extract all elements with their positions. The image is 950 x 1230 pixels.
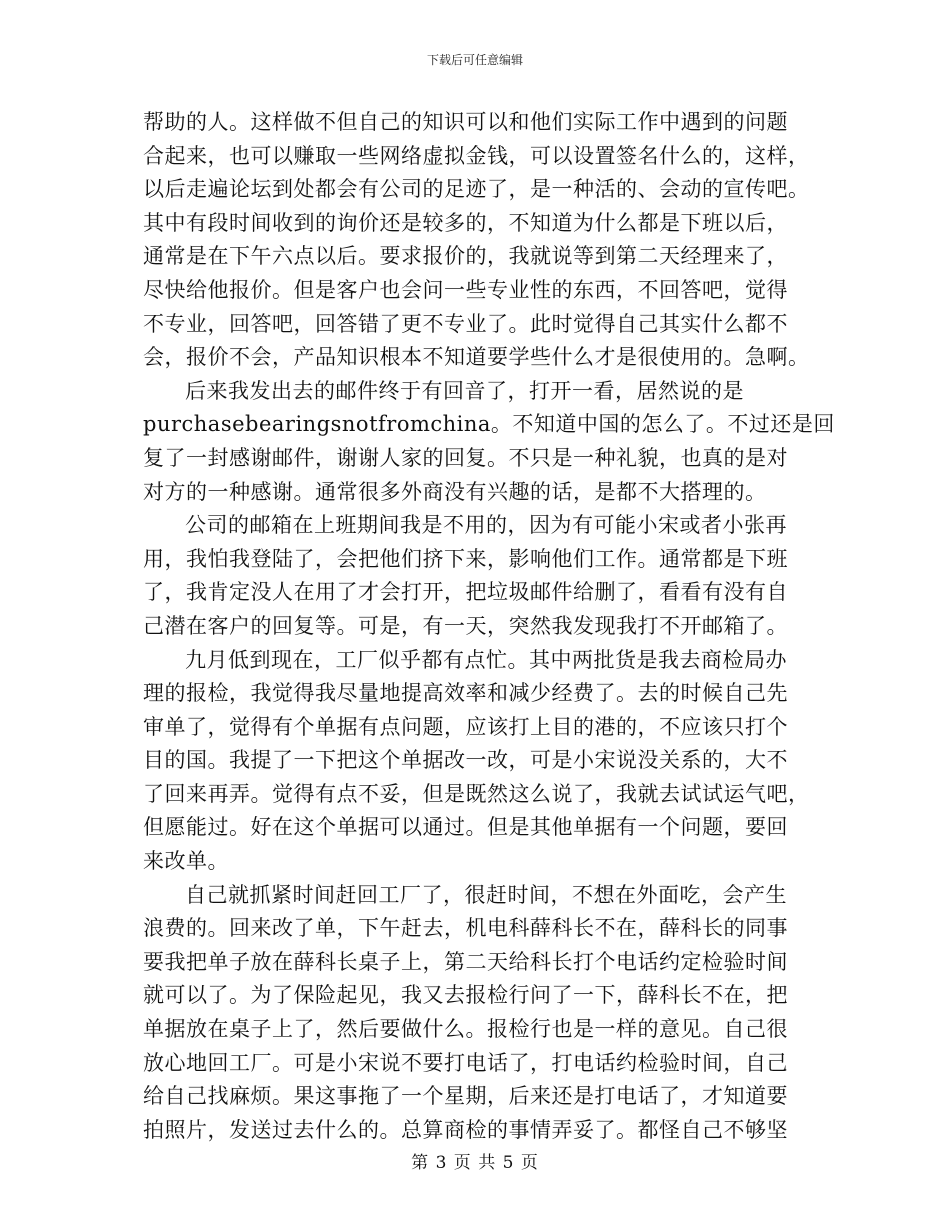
text-line: 对方的一种感谢。通常很多外商没有兴趣的话，是都不大搭理的。 xyxy=(143,479,767,504)
text-line: 拍照片，发送过去什么的。总算商检的事情弄妥了。都怪自己不够坚 xyxy=(143,1117,788,1142)
text-line: 了回来再弄。觉得有点不妥，但是既然这么说了，我就去试试运气吧， xyxy=(143,781,810,806)
text-line: 用，我怕我登陆了，会把他们挤下来，影响他们工作。通常都是下班 xyxy=(143,546,788,571)
text-line: 后来我发出去的邮件终于有回音了，打开一看，居然说的是 xyxy=(185,378,744,403)
text-line: 给自己找麻烦。果这事拖了一个星期，后来还是打电话了，才知道要 xyxy=(143,1084,788,1109)
text-line: 九月低到现在，工厂似乎都有点忙。其中两批货是我去商检局办 xyxy=(185,647,787,672)
text-line: 来改单。 xyxy=(143,849,229,874)
text-line: 尽快给他报价。但是客户也会问一些专业性的东西，不回答吧，觉得 xyxy=(143,277,788,302)
text-line: 通常是在下午六点以后。要求报价的，我就说等到第二天经理来了， xyxy=(143,244,788,269)
text-line: 目的国。我提了一下把这个单据改一改，可是小宋说没关系的，大不 xyxy=(143,748,788,773)
text-line: 放心地回工厂。可是小宋说不要打电话了，打电话约检验时间，自己 xyxy=(143,1050,788,1075)
text-line: 理的报检，我觉得我尽量地提高效率和减少经费了。去的时候自己先 xyxy=(143,681,788,706)
text-line: 但愿能过。好在这个单据可以通过。但是其他单据有一个问题，要回 xyxy=(143,815,788,840)
text-line: 会，报价不会，产品知识根本不知道要学些什么才是很使用的。急啊。 xyxy=(143,345,810,370)
text-line: 其中有段时间收到的询价还是较多的，不知道为什么都是下班以后， xyxy=(143,210,788,235)
document-body xyxy=(143,106,835,1147)
page-number-footer: 第 3 页 共 5 页 xyxy=(411,1153,539,1173)
text-line: 帮助的人。这样做不但自己的知识可以和他们实际工作中遇到的问题 xyxy=(143,110,788,134)
text-line: 审单了，觉得有个单据有点问题，应该打上目的港的，不应该只打个 xyxy=(143,714,788,739)
page-header: 下载后可任意编辑 xyxy=(426,53,523,67)
text-line: 自己就抓紧时间赶回工厂了，很赶时间，不想在外面吃，会产生 xyxy=(185,882,787,907)
text-line: 要我把单子放在薛科长桌子上，第二天给科长打个电话约定检验时间 xyxy=(143,949,788,974)
text-line: 己潜在客户的回复等。可是，有一天，突然我发现我打不开邮箱了。 xyxy=(143,613,788,638)
text-line: 复了一封感谢邮件，谢谢人家的回复。不只是一种礼貌，也真的是对 xyxy=(143,445,788,470)
text-line: 公司的邮箱在上班期间我是不用的，因为有可能小宋或者小张再 xyxy=(185,513,787,538)
text-line: 单据放在桌子上了，然后要做什么。报检行也是一样的意见。自己很 xyxy=(143,1017,788,1042)
text-line: 合起来，也可以赚取一些网络虚拟金钱，可以设置签名什么的，这样， xyxy=(143,143,810,168)
text-line: 了，我肯定没人在用了才会打开，把垃圾邮件给删了，看看有没有自 xyxy=(143,580,788,605)
text-line: 浪费的。回来改了单，下午赶去，机电科薛科长不在，薛科长的同事 xyxy=(143,916,788,941)
text-line: purchasebearingsnotfromchina。不知道中国的怎么了。不过还是回 xyxy=(143,412,835,437)
text-line: 不专业，回答吧，回答错了更不专业了。此时觉得自己其实什么都不 xyxy=(143,311,788,336)
text-line: 以后走遍论坛到处都会有公司的足迹了，是一种活的、会动的宣传吧。 xyxy=(143,177,810,202)
text-line: 就可以了。为了保险起见，我又去报检行问了一下，薛科长不在，把 xyxy=(143,983,788,1008)
